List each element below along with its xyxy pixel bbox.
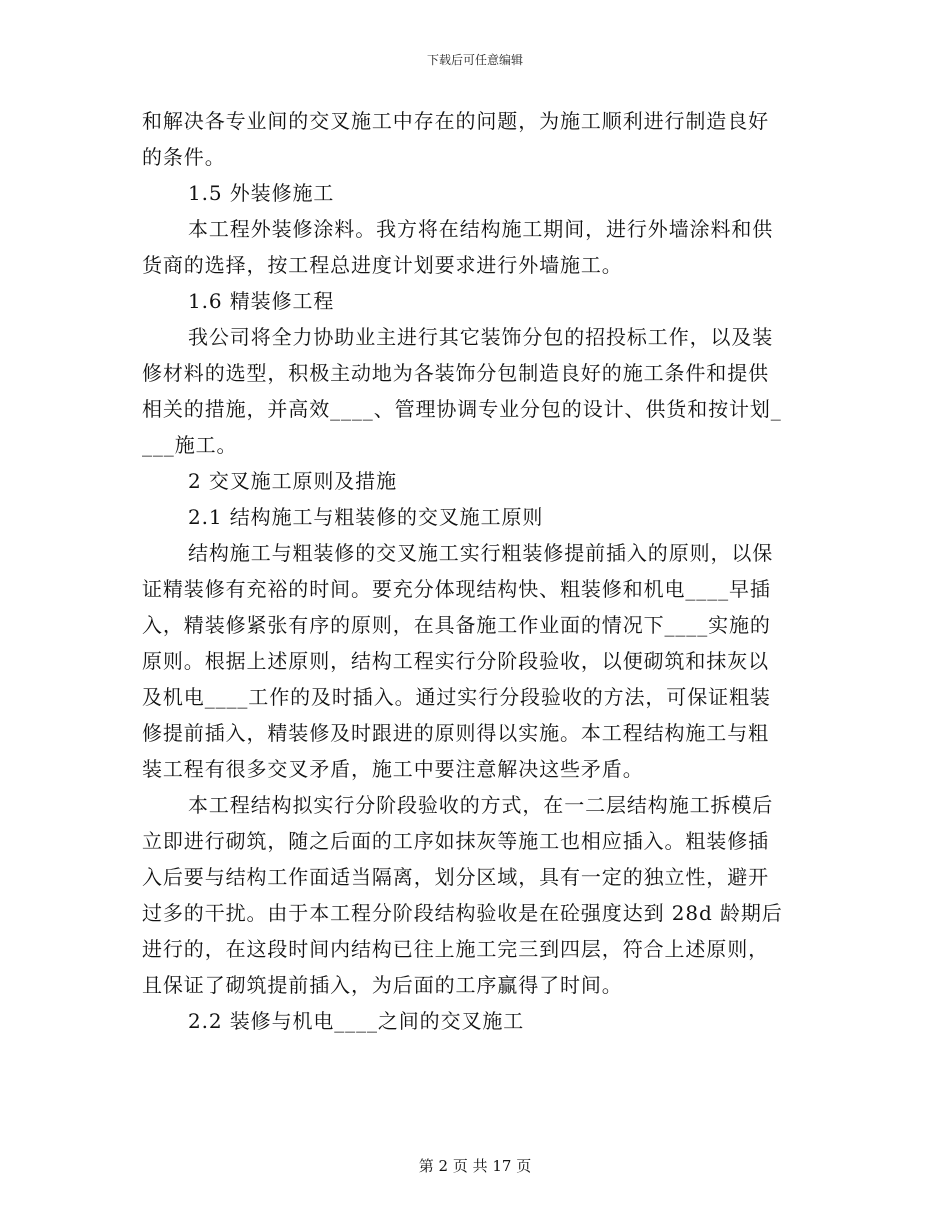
text-line: 和解决各专业间的交叉施工中存在的问题，为施工顺利进行制造良好 <box>142 109 769 133</box>
document-body <box>142 103 809 1039</box>
text-line: 装工程有很多交叉矛盾，施工中要注意解决这些矛盾。 <box>142 757 644 781</box>
text-line: 进行的，在这段时间内结构已往上施工完三到四层，符合上述原则， <box>142 937 769 961</box>
page-footer: 第 2 页 共 17 页 <box>418 1157 532 1175</box>
text-line: 修提前插入，精装修及时跟进的原则得以实施。本工程结构施工与粗 <box>142 721 769 745</box>
text-line: 1.5 外装修施工 <box>188 181 335 205</box>
text-line: 2.1 结构施工与粗装修的交叉施工原则 <box>188 505 544 529</box>
text-line: 入，精装修紧张有序的原则，在具备施工作业面的情况下____实施的 <box>142 613 771 637</box>
text-line: 入后要与结构工作面适当隔离，划分区域，具有一定的独立性，避开 <box>142 865 769 889</box>
text-line: 且保证了砌筑提前插入，为后面的工序赢得了时间。 <box>142 973 623 997</box>
text-line: 我公司将全力协助业主进行其它装饰分包的招投标工作，以及装 <box>188 325 774 349</box>
text-line: 2.2 装修与机电____之间的交叉施工 <box>188 1009 525 1033</box>
text-line: 修材料的选型，积极主动地为各装饰分包制造良好的施工条件和提供 <box>142 361 769 385</box>
text-line: 本工程结构拟实行分阶段验收的方式，在一二层结构施工拆模后 <box>188 793 774 817</box>
text-line: 证精装修有充裕的时间。要充分体现结构快、粗装修和机电____早插 <box>142 577 771 601</box>
text-line: 1.6 精装修工程 <box>188 289 335 313</box>
text-line: 原则。根据上述原则，结构工程实行分阶段验收，以便砌筑和抹灰以 <box>142 649 769 673</box>
text-line: 立即进行砌筑，随之后面的工序如抹灰等施工也相应插入。粗装修插 <box>142 829 769 853</box>
text-line: 本工程外装修涂料。我方将在结构施工期间，进行外墙涂料和供 <box>188 217 774 241</box>
text-line: ___施工。 <box>142 433 238 457</box>
text-line: 2 交叉施工原则及措施 <box>188 469 397 493</box>
text-line: 相关的措施，并高效____、管理协调专业分包的设计、供货和按计划_ <box>142 397 782 421</box>
page-header: 下载后可任意编辑 <box>426 53 523 67</box>
text-line: 结构施工与粗装修的交叉施工实行粗装修提前插入的原则，以保 <box>188 541 774 565</box>
text-line: 及机电____工作的及时插入。通过实行分段验收的方法，可保证粗装 <box>142 685 771 709</box>
text-line: 过多的干扰。由于本工程分阶段结构验收是在砼强度达到 28d 龄期后 <box>142 901 783 925</box>
text-line: 的条件。 <box>142 145 226 169</box>
text-line: 货商的选择，按工程总进度计划要求进行外墙施工。 <box>142 253 623 277</box>
